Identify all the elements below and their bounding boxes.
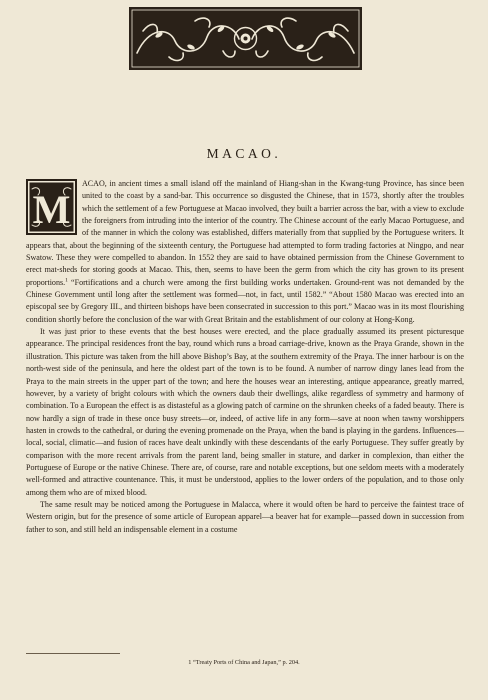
footnote-divider	[26, 653, 120, 654]
paragraph-3: The same result may be noticed among the Portuguese in Malacca, where it would often be hard to perceive the faintest trace of Western origin, but for the presence of some article of European apparel—a beaver hat for example—passed down in succession from father to son, and still held an indispensable element in a costume	[26, 499, 464, 534]
svg-text:M: M	[32, 187, 71, 232]
paragraph-2: It was just prior to these events that the best houses were erected, and the place gradually assumed its present picturesque appearance. The principal residences front the bay, round which runs a broad carriage-drive, known as the Praya Grande, shown in the illustration. This picture was taken from the hill above Bishop’s Bay, at the southern extremity of the Praya. The inner harbour is on the north-west side of the peninsula, and here the oldest part of the town is to be found. A number of narrow dingy lanes lead from the Praya to the main streets in the upper part of the town; and here the houses wear an interesting, antique appearance, greatly marred, however, by a variety of bright colours with which the owners daub their dwellings, alike regardless of symmetry and harmony of combination. To a European the effect is as distasteful as a glowing patch of carmine on the shrunken cheeks of a faded beauty. There is now hardly a sign of trade in these once busy streets—or, indeed, of active life in any form—save at noon when tawny worshippers hasten in crowds to the cathedral, or during the evening promenade on the Praya, when the band is playing in the gardens. Influences—local, social, climatic—and fusion of races have dealt unkindly with these descendants of the early Portuguese. They suffer greatly by comparison with the more recent arrivals from the parent land, being smaller in stature, and darker in complexion, than either the Portuguese of Europe or the native Chinese. There are, of course, rare and notable exceptions, but one seldom meets with a moderately well-formed and attractive countenance. This, it must be understood, applies to the lower orders of the population, and to those only among them who are of mixed blood.	[26, 327, 464, 497]
chapter-title: MACAO.	[206, 146, 282, 161]
footnote: 1 “Treaty Ports of China and Japan,” p. 204.	[188, 659, 300, 666]
ornamental-headpiece	[129, 7, 362, 70]
body-text	[26, 178, 464, 536]
footnote-marker[interactable]: 1	[65, 277, 68, 284]
decorated-initial-m	[26, 179, 77, 235]
paragraph-1-rest: “Fortifications and a church were among the first building works undertaken. Ground-rent was not demanded by the Chinese Government until long after the settlement was formed—not, in fact, until 1582.” “About 1580 Macao was erected into an episcopal see by Gregory III., and thirteen bishops have been consecrated in succession to this port.” Macao was in its most flourishing condition shortly before the conclusion of the war with Great Britain and the establishment of our colony at Hong-Kong.	[26, 277, 464, 324]
paragraph-1-opening: ACAO, in ancient times a small island off the mainland of Hiang-shan in the Kwang-tung Province, has since been united to the coast by a sand-bar. This occurrence so disgusted the Chinese, that in 1573, shortly after the troubles which the settlement of a few Portuguese at Macao involved, they built a barrier across the bar, with a view to exclude the foreigners from intruding into the interior of the country. The Chinese account of the early Macao Portuguese, and of the manner in which the colony was established, differs materially from that supplied by the Portuguese writers. It appears that, about the beginning of the sixteenth century, the Portuguese had attempted to form trading factories at Ningpo, and near Swatow. These they were compelled to abandon. In 1552 they are said to have obtained permission from the Chinese Government to erect mat-sheds for storing goods at Macao. This, then, seems to have been the germ from which the city has grown to its present proportions.	[26, 179, 464, 287]
paragraph-1	[26, 178, 464, 326]
